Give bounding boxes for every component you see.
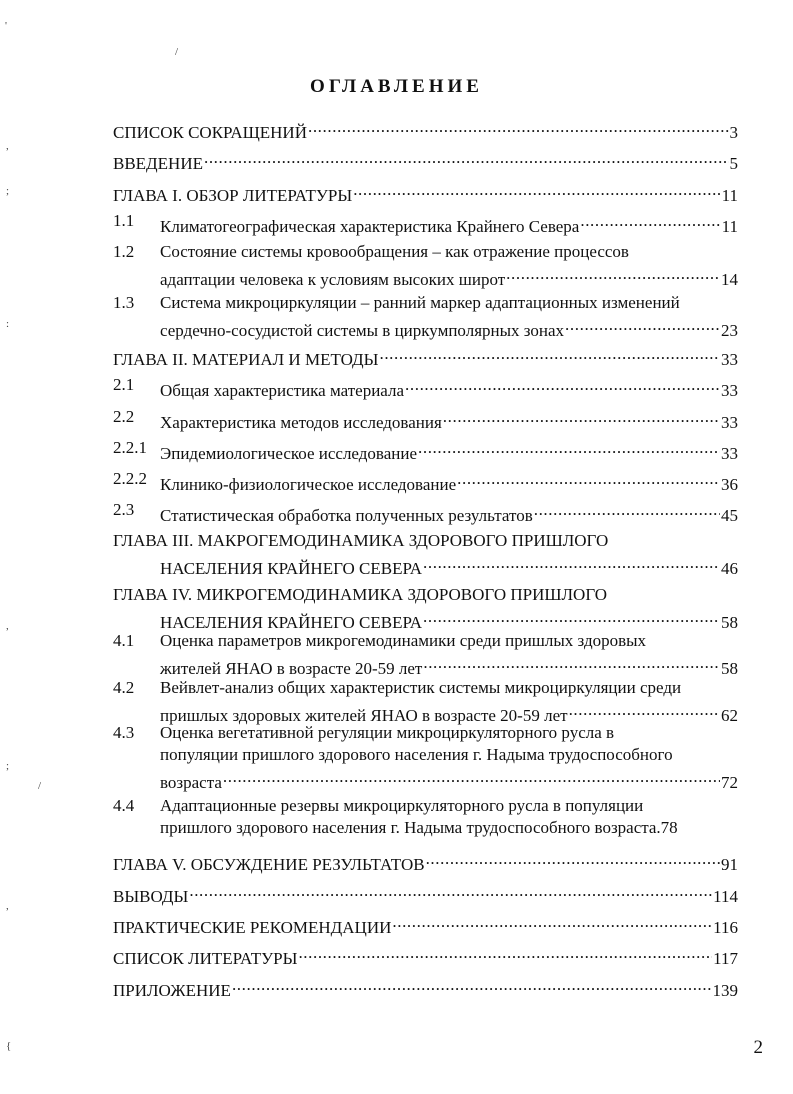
entry-title-line: жителей ЯНАО в возрасте 20-59 лет (160, 659, 423, 678)
dot-leader (457, 468, 720, 490)
entry-title-line: Адаптационные резервы микроциркуляторного русла в популяции (160, 796, 644, 815)
dot-leader (580, 210, 720, 232)
entry-title-line: НАСЕЛЕНИЯ КРАЙНЕГО СЕВЕРА (160, 559, 423, 578)
entry-title-line: возраста (160, 773, 222, 792)
dot-leader (308, 116, 729, 138)
section-number: 1.2 (113, 242, 135, 261)
entry-page: 114 (713, 887, 738, 906)
scan-mark: ; (6, 185, 10, 197)
entry-title-line: Оценка параметров микрогемодинамики среди пришлых здоровых (160, 631, 647, 650)
scan-mark: , (6, 900, 9, 912)
dot-leader (392, 911, 712, 933)
section-number: 1.3 (113, 293, 135, 312)
entry-title: Клинико-физиологическое исследование (160, 475, 457, 494)
dot-leader (506, 263, 720, 285)
dot-leader (223, 766, 720, 788)
entry-page: 11 (721, 186, 738, 205)
dot-leader (426, 848, 720, 870)
section-number: 2.2 (113, 407, 135, 426)
entry-title: ГЛАВА V. ОБСУЖДЕНИЕ РЕЗУЛЬТАТОВ (113, 855, 425, 874)
dot-leader (569, 699, 720, 721)
section-number: 4.4 (113, 796, 135, 815)
section-number: 4.2 (113, 678, 135, 697)
entry-page: 3 (729, 123, 738, 142)
dot-leader (443, 406, 720, 428)
entry-title: ПРАКТИЧЕСКИЕ РЕКОМЕНДАЦИИ (113, 918, 392, 937)
entry-title: ГЛАВА II. МАТЕРИАЛ И МЕТОДЫ (113, 350, 379, 369)
dot-leader (204, 147, 729, 169)
dot-leader (405, 374, 720, 396)
entry-title-line: Состояние системы кровообращения – как отражение процессов (160, 242, 629, 261)
entry-page: 62 (721, 706, 738, 725)
entry-title: Эпидемиологическое исследование (160, 444, 417, 463)
entry-page: 46 (721, 559, 738, 578)
scan-mark: / (38, 780, 42, 792)
entry-page: 58 (721, 613, 738, 632)
entry-title-line: НАСЕЛЕНИЯ КРАЙНЕГО СЕВЕРА (160, 613, 423, 632)
entry-page: 45 (721, 506, 738, 525)
entry-page: 5 (729, 154, 738, 173)
entry-page: 33 (721, 350, 738, 369)
dot-leader (353, 179, 720, 201)
dot-leader (565, 314, 720, 336)
entry-page: 72 (721, 773, 738, 792)
entry-page: 11 (721, 217, 738, 236)
scan-mark: : (6, 318, 10, 330)
section-number: 2.3 (113, 500, 135, 519)
table-of-contents (113, 0, 738, 1094)
entry-page: 23 (721, 321, 738, 340)
dot-leader (423, 606, 720, 628)
entry-title-line: популяции пришлого здорового населения г. Надыма трудоспособного (160, 745, 673, 764)
entry-title-line: Оценка вегетативной регуляции микроциркуляторного русла в (160, 723, 615, 742)
scan-mark: ' (5, 20, 7, 32)
entry-title: Характеристика методов исследования (160, 413, 442, 432)
entry-page: 36 (721, 475, 738, 494)
entry-page: 33 (721, 444, 738, 463)
entry-title-line: ГЛАВА III. МАКРОГЕМОДИНАМИКА ЗДОРОВОГО ПРИШЛОГО (113, 531, 609, 550)
dot-leader (534, 499, 720, 521)
entry-title-line: Система микроциркуляции – ранний маркер адаптационных изменений (160, 293, 680, 312)
entry-page: 14 (721, 270, 738, 289)
entry-title: СПИСОК СОКРАЩЕНИЙ (113, 123, 307, 142)
dot-leader (232, 974, 712, 996)
entry-title-line: пришлых здоровых жителей ЯНАО в возрасте 20-59 лет (160, 706, 568, 725)
scan-mark: / (175, 46, 179, 58)
section-number: 2.2.2 (113, 469, 147, 488)
dot-leader (418, 437, 720, 459)
dot-leader (379, 343, 720, 365)
entry-title-line: Вейвлет-анализ общих характеристик системы микроциркуляции среди (160, 678, 682, 697)
dot-leader (423, 552, 720, 574)
entry-title: Общая характеристика материала (160, 381, 405, 400)
entry-title: ВЫВОДЫ (113, 887, 189, 906)
section-number: 2.2.1 (113, 438, 147, 457)
entry-page: 139 (712, 981, 738, 1000)
entry-title-line: пришлого здорового населения г. Надыма трудоспособного возраста.78 (160, 818, 678, 837)
dot-leader (423, 652, 720, 674)
toc-title: ОГЛАВЛЕНИЕ (310, 76, 483, 97)
entry-title: Статистическая обработка полученных результатов (160, 506, 533, 525)
entry-page: 116 (713, 918, 738, 937)
entry-title: ГЛАВА I. ОБЗОР ЛИТЕРАТУРЫ (113, 186, 353, 205)
scan-mark: , (6, 140, 9, 152)
entry-title: ВВЕДЕНИЕ (113, 154, 203, 173)
entry-title: ПРИЛОЖЕНИЕ (113, 981, 231, 1000)
entry-page: 33 (721, 413, 738, 432)
scan-mark: ; (6, 760, 10, 772)
scan-mark: , (6, 620, 9, 632)
entry-page: 91 (721, 855, 738, 874)
entry-title-line: ГЛАВА IV. МИКРОГЕМОДИНАМИКА ЗДОРОВОГО ПРИШЛОГО (113, 585, 607, 604)
entry-page: 33 (721, 381, 738, 400)
entry-title: Климатогеографическая характеристика Крайнего Севера (160, 217, 580, 236)
section-number: 1.1 (113, 211, 135, 230)
entry-title: СПИСОК ЛИТЕРАТУРЫ (113, 949, 298, 968)
section-number: 4.1 (113, 631, 135, 650)
section-number: 4.3 (113, 723, 135, 742)
page-number: 2 (753, 1037, 763, 1058)
entry-page: 58 (721, 659, 738, 678)
entry-page: 117 (713, 949, 738, 968)
dot-leader (298, 942, 712, 964)
dot-leader (189, 880, 712, 902)
section-number: 2.1 (113, 375, 135, 394)
entry-title-line: адаптации человека к условиям высоких широт (160, 270, 506, 289)
scan-mark: { (6, 1040, 12, 1052)
entry-title-line: сердечно-сосудистой системы в циркумполярных зонах (160, 321, 565, 340)
